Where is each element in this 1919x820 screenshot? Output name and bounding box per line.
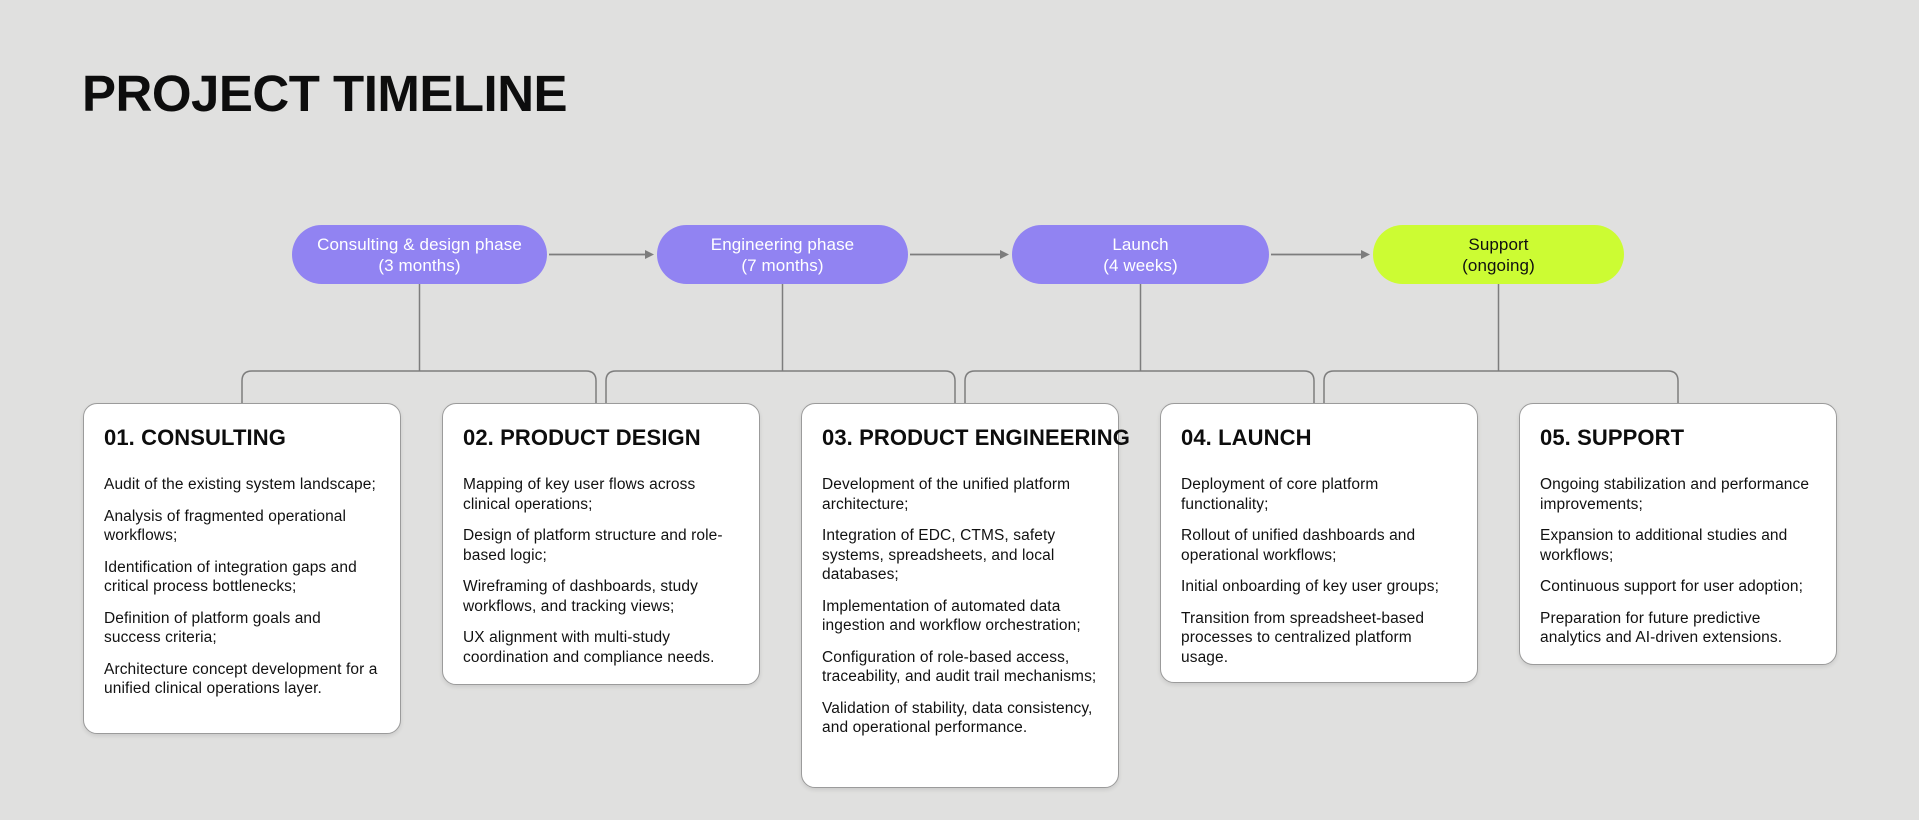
card-item: Design of platform structure and role-based logic; [463, 527, 723, 564]
connector-bracket [606, 371, 955, 403]
flow-arrowhead-icon [1361, 250, 1370, 259]
card-item: Implementation of automated data ingestion and workflow orchestration; [822, 597, 1081, 634]
card-title: 03. PRODUCT ENGINEERING [822, 425, 1130, 450]
connector-bracket [242, 371, 596, 403]
phase-pill-launch [1012, 225, 1269, 284]
phase-name: Launch [1112, 234, 1169, 254]
card-item: Expansion to additional studies and workflows; [1540, 527, 1788, 564]
card-item: Deployment of core platform functionality; [1181, 476, 1379, 513]
phase-pill-consulting-design-phase [292, 225, 547, 284]
phase-duration: (ongoing) [1462, 255, 1535, 275]
card-item: Configuration of role-based access, traceability, and audit trail mechanisms; [822, 648, 1097, 685]
card-05-support [1519, 403, 1837, 665]
card-title: 01. CONSULTING [104, 425, 286, 450]
card-item: Identification of integration gaps and critical process bottlenecks; [104, 558, 357, 595]
card-03-product-engineering [801, 403, 1130, 788]
phase-name: Engineering phase [710, 234, 855, 254]
card-item: UX alignment with multi-study coordination and compliance needs. [463, 629, 715, 666]
connector-bracket [1324, 371, 1678, 403]
connector-bracket [965, 371, 1314, 403]
card-item: Architecture concept development for a unified clinical operations layer. [104, 660, 378, 697]
card-item: Validation of stability, data consistency, and operational performance. [822, 699, 1093, 736]
card-item: Audit of the existing system landscape; [104, 476, 376, 493]
card-item: Ongoing stabilization and performance improvements; [1540, 476, 1810, 513]
flow-arrowhead-icon [645, 250, 654, 259]
phase-duration: (4 weeks) [1103, 255, 1178, 275]
card-item: Transition from spreadsheet-based processes to centralized platform usage. [1181, 609, 1425, 666]
card-title: 02. PRODUCT DESIGN [463, 425, 701, 450]
card-item: Development of the unified platform architecture; [822, 476, 1071, 513]
flow-arrowhead-icon [1000, 250, 1009, 259]
card-item: Mapping of key user flows across clinical operations; [463, 476, 696, 513]
card-item: Preparation for future predictive analytics and AI-driven extensions. [1540, 609, 1783, 646]
card-01-consulting [83, 403, 401, 734]
phase-duration: (7 months) [741, 255, 824, 275]
card-item: Wireframing of dashboards, study workflows, and tracking views; [463, 578, 698, 615]
phase-pill-support [1373, 225, 1624, 284]
phase-name: Support [1468, 234, 1529, 254]
card-02-product-design [442, 403, 760, 685]
card-item: Initial onboarding of key user groups; [1181, 578, 1439, 595]
phase-pill-engineering-phase [657, 225, 908, 284]
phase-duration: (3 months) [378, 255, 461, 275]
card-item: Integration of EDC, CTMS, safety systems, spreadsheets, and local databases; [822, 527, 1056, 583]
card-04-launch [1160, 403, 1478, 683]
card-item: Definition of platform goals and success criteria; [104, 609, 321, 646]
phase-name: Consulting & design phase [317, 234, 522, 254]
card-item: Rollout of unified dashboards and operational workflows; [1181, 527, 1416, 564]
card-title: 05. SUPPORT [1540, 425, 1685, 450]
page-title: PROJECT TIMELINE [82, 65, 568, 122]
card-item: Continuous support for user adoption; [1540, 578, 1804, 595]
card-item: Analysis of fragmented operational workflows; [104, 507, 347, 544]
card-title: 04. LAUNCH [1181, 425, 1312, 450]
